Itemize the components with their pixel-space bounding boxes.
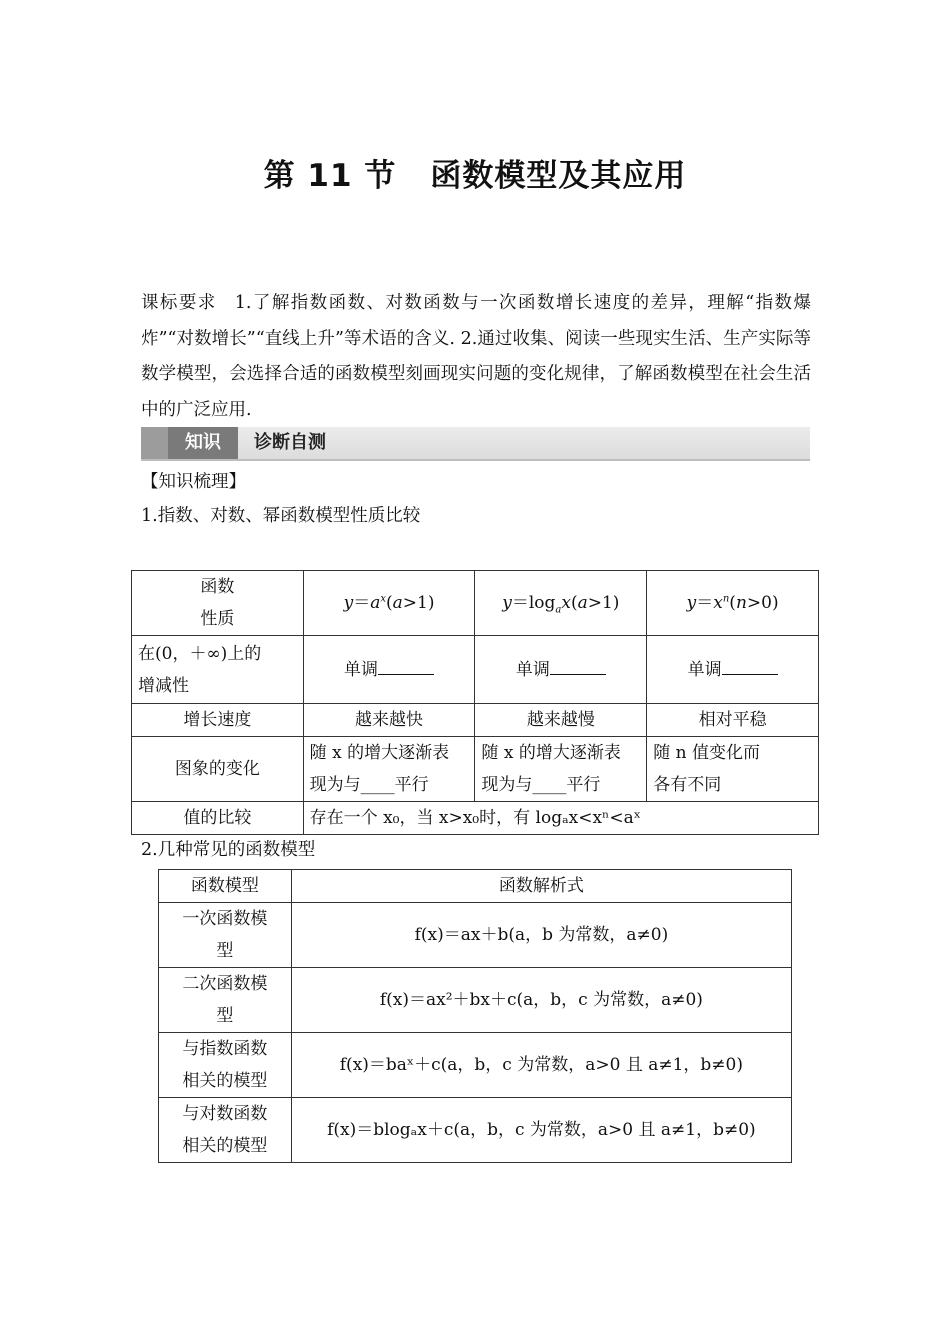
model-formula: f(x)＝blogₐx＋c(a，b，c 为常数，a>0 且 a≠1，b≠0) xyxy=(291,1098,791,1163)
model-formula: f(x)＝ax²＋bx＋c(a，b，c 为常数，a≠0) xyxy=(291,968,791,1033)
mono-text-exp: 单调 xyxy=(344,659,379,680)
model-name-line-1: 与对数函数 xyxy=(182,1104,268,1124)
knowledge-heading: 【知识梳理】 xyxy=(141,472,246,492)
graph-exp-line-2: 现为与____平行 xyxy=(309,775,429,795)
corner-line-1: 函数 xyxy=(200,577,235,597)
model-name-line-2: 型 xyxy=(216,941,234,961)
graph-log xyxy=(475,737,647,802)
fill-blank xyxy=(722,656,778,675)
speed-pow: 相对平稳 xyxy=(647,704,819,737)
speed-log: 越来越慢 xyxy=(475,704,647,737)
fill-blank xyxy=(550,656,606,675)
model-formula: f(x)＝ax＋b(a，b 为常数，a≠0) xyxy=(291,903,791,968)
model-name-line-2: 相关的模型 xyxy=(182,1136,268,1156)
model-formula: f(x)＝baˣ＋c(a，b，c 为常数，a>0 且 a≠1，b≠0) xyxy=(291,1033,791,1098)
compare-text: 存在一个 x₀，当 x>x₀时，有 logₐx<xⁿ<aˣ xyxy=(303,802,818,835)
section-1-heading: 1.指数、对数、幂函数模型性质比较 xyxy=(141,506,421,526)
header-power: $y=x^n(n>0)$ xyxy=(647,571,819,636)
graph-log-line-1: 随 x 的增大逐渐表 xyxy=(481,743,621,763)
curriculum-requirement xyxy=(141,286,811,428)
speed-label: 增长速度 xyxy=(132,704,304,737)
model-name-line-1: 二次函数模 xyxy=(182,974,268,994)
header-formula: 函数解析式 xyxy=(291,870,791,903)
graph-log-line-2: 现为与____平行 xyxy=(481,775,601,795)
model-name-line-1: 一次函数模 xyxy=(182,909,268,929)
graph-exp-line-1: 随 x 的增大逐渐表 xyxy=(309,743,450,763)
graph-pow-line-1: 随 n 值变化而 xyxy=(653,743,760,763)
title-topic: 函数模型及其应用 xyxy=(430,158,687,194)
mono-text-pow: 单调 xyxy=(687,659,722,680)
comparison-table xyxy=(131,570,819,835)
monotonicity-pow xyxy=(647,636,819,704)
header-logarithmic: $y=\log_ax(a>1)$ xyxy=(475,571,647,636)
model-name xyxy=(159,1098,292,1163)
corner-line-2: 性质 xyxy=(200,609,235,629)
title-section-number: 第 11 节 xyxy=(263,158,397,194)
section-banner xyxy=(141,427,810,461)
mono-text-log: 单调 xyxy=(515,659,550,680)
banner-tag: 知识 xyxy=(168,427,238,459)
graph-label: 图象的变化 xyxy=(132,737,304,802)
model-name xyxy=(159,968,292,1033)
corner-header xyxy=(132,571,304,636)
monotonicity-label xyxy=(132,636,304,704)
banner-accent xyxy=(141,427,168,459)
requirement-text: 1.了解指数函数、对数函数与一次函数增长速度的差异，理解“指数爆炸”“对数增长”“直线上升”等术语的含义. 2.通过收集、阅读一些现实生活、生产实际等数学模型，会选择合适的函数模型刻画现实问题的变化规律，了解函数模型在社会生活中的广泛应用. xyxy=(141,293,811,420)
header-model: 函数模型 xyxy=(159,870,292,903)
model-name-line-2: 型 xyxy=(216,1006,234,1026)
banner-subtitle: 诊断自测 xyxy=(254,432,326,453)
fill-blank xyxy=(378,656,434,675)
compare-label: 值的比较 xyxy=(132,802,304,835)
monotonicity-exp xyxy=(303,636,475,704)
model-name-line-2: 相关的模型 xyxy=(182,1071,268,1091)
speed-exp: 越来越快 xyxy=(303,704,475,737)
page-title xyxy=(0,150,950,195)
model-name-line-1: 与指数函数 xyxy=(182,1039,268,1059)
model-name xyxy=(159,903,292,968)
graph-pow xyxy=(647,737,819,802)
monotonicity-label-line-2: 增减性 xyxy=(138,675,189,696)
header-exponential: $y=a^x(a>1)$ xyxy=(303,571,475,636)
monotonicity-label-line-1: 在(0，＋∞)上的 xyxy=(138,643,262,664)
function-models-table xyxy=(158,869,792,1163)
requirement-label: 课标要求 xyxy=(141,293,217,313)
graph-pow-line-2: 各有不同 xyxy=(653,775,722,795)
graph-exp xyxy=(303,737,475,802)
model-name xyxy=(159,1033,292,1098)
section-2-heading: 2.几种常见的函数模型 xyxy=(141,840,316,860)
monotonicity-log xyxy=(475,636,647,704)
